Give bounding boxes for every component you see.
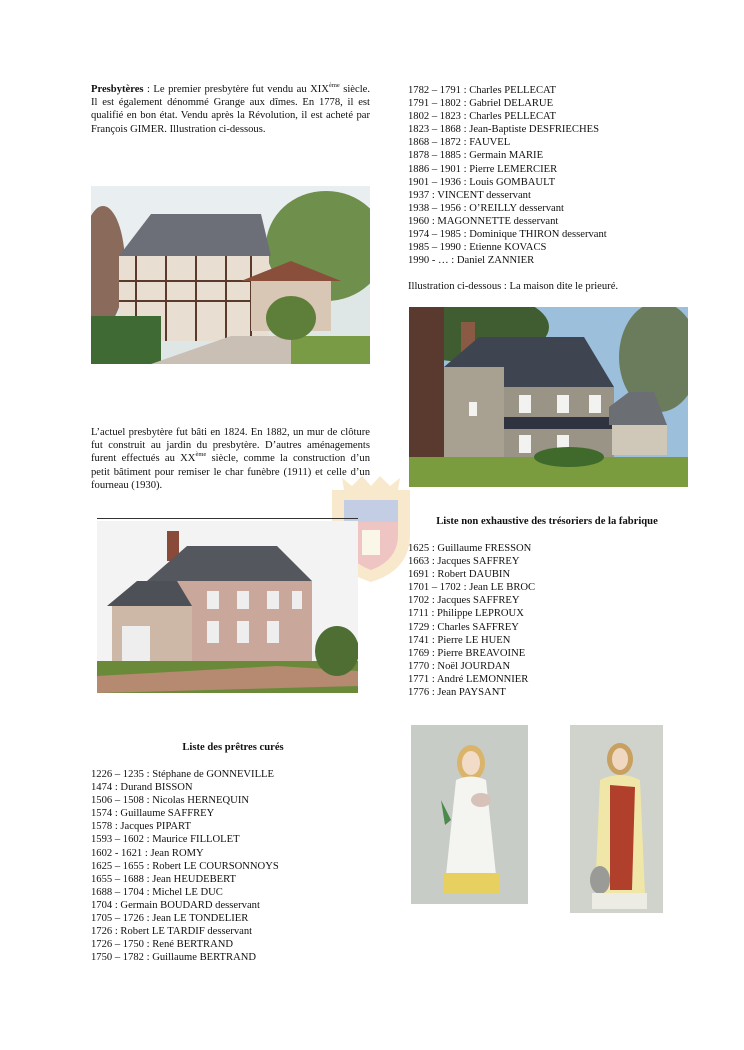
list-item: 1868 – 1872 : FAUVEL: [408, 137, 511, 149]
current-presbytery-photo: [97, 521, 358, 693]
list-item: 1602 - 1621 : Jean ROMY: [91, 847, 204, 859]
list-item: 1704 : Germain BOUDARD desservant: [91, 899, 260, 911]
list-item: 1782 – 1791 : Charles PELLECAT: [408, 85, 557, 96]
list-item: 1771 : André LEMONNIER: [408, 673, 529, 685]
cures-list-title: Liste des prêtres curés: [182, 742, 284, 753]
prieure-photo: [409, 307, 688, 487]
list-item: 1574 : Guillaume SAFFREY: [91, 808, 215, 820]
list-item: 1938 – 1956 : O’REILLY desservant: [408, 202, 564, 214]
list-item: 1776 : Jean PAYSANT: [408, 687, 506, 699]
cures-list-continued: [408, 84, 607, 267]
list-item: 1990 - … : Daniel ZANNIER: [408, 255, 535, 267]
list-item: 1937 : VINCENT desservant: [408, 189, 531, 201]
list-item: 1711 : Philippe LEPROUX: [408, 608, 524, 620]
list-item: 1960 : MAGONNETTE desservant: [408, 215, 559, 227]
list-item: 1769 : Pierre BREAVOINE: [408, 647, 526, 659]
list-item: 1974 – 1985 : Dominique THIRON desservant: [408, 229, 607, 241]
list-item: 1770 : Noël JOURDAN: [408, 660, 511, 672]
list-item: 1226 – 1235 : Stéphane de GONNEVILLE: [91, 769, 275, 780]
old-presbytery-photo: [91, 186, 370, 364]
statue-photo-red: [570, 725, 663, 913]
list-item: 1474 : Durand BISSON: [91, 782, 193, 794]
list-item: 1506 – 1508 : Nicolas HERNEQUIN: [91, 795, 250, 807]
list-item: 1655 – 1688 : Jean HEUDEBERT: [91, 873, 237, 885]
list-item: 1985 – 1990 : Etienne KOVACS: [408, 242, 547, 254]
list-item: 1878 – 1885 : Germain MARIE: [408, 150, 544, 162]
presbyteres-paragraph: [91, 83, 370, 136]
statue-photo-white: [411, 725, 528, 904]
actuel-text-cont: siècle, comme la construction d’un petit bâtiment pour remiser le char funèbre (1911) et celle d’un fourneau (1930).: [91, 453, 371, 491]
list-item: 1791 – 1802 : Gabriel DELARUE: [408, 98, 554, 110]
list-item: 1741 : Pierre LE HUEN: [408, 634, 511, 646]
list-item: 1578 : Jacques PIPART: [91, 821, 191, 833]
list-item: 1688 – 1704 : Michel LE DUC: [91, 886, 223, 898]
list-item: 1663 : Jacques SAFFREY: [408, 556, 520, 568]
list-item: 1901 – 1936 : Louis GOMBAULT: [408, 176, 556, 188]
list-item: 1702 : Jacques SAFFREY: [408, 595, 520, 607]
list-item: 1886 – 1901 : Pierre LEMERCIER: [408, 163, 558, 175]
list-item: 1625 – 1655 : Robert LE COURSONNOYS: [91, 860, 279, 872]
list-item: 1802 – 1823 : Charles PELLECAT: [408, 111, 557, 123]
presbyteres-text: : Le premier presbytère fut vendu au XIX: [143, 84, 329, 95]
list-item: 1691 : Robert DAUBIN: [408, 569, 511, 581]
superscript: ème: [195, 451, 207, 459]
list-item: 1701 – 1702 : Jean LE BROC: [408, 582, 536, 594]
list-item: 1625 : Guillaume FRESSON: [408, 543, 532, 554]
superscript: ème: [328, 82, 340, 89]
list-item: 1726 : Robert LE TARDIF desservant: [91, 926, 253, 938]
prieure-caption: Illustration ci-dessous : La maison dite le prieuré.: [408, 281, 619, 292]
cures-list: [91, 768, 279, 964]
presbyteres-label: Presbytères: [91, 84, 144, 95]
list-item: 1593 – 1602 : Maurice FILLOLET: [91, 834, 240, 846]
presbyteres-text-cont: siècle. Il est également dénommé Grange aux dîmes. En 1778, il est qualifié en bon état. Vendu après la Révolution, il est acheté par François GIMER. Illustration ci-dessous.: [91, 84, 370, 135]
tresoriers-list-title: Liste non exhaustive des trésoriers de la fabrique: [436, 516, 658, 527]
list-item: 1726 – 1750 : René BERTRAND: [91, 939, 234, 951]
actuel-text: L’actuel presbytère fut bâti en 1824. En 1882, un mur de clôture fut construit au jardin du presbytère. D’autres aménagements furent effectués au XX: [91, 427, 370, 465]
list-item: 1750 – 1782 : Guillaume BERTRAND: [91, 952, 257, 964]
list-item: 1729 : Charles SAFFREY: [408, 621, 519, 633]
divider-line: [97, 518, 358, 519]
list-item: 1823 – 1868 : Jean-Baptiste DESFRIECHES: [408, 124, 599, 136]
list-item: 1705 – 1726 : Jean LE TONDELIER: [91, 913, 249, 925]
tresoriers-list: [408, 542, 535, 699]
